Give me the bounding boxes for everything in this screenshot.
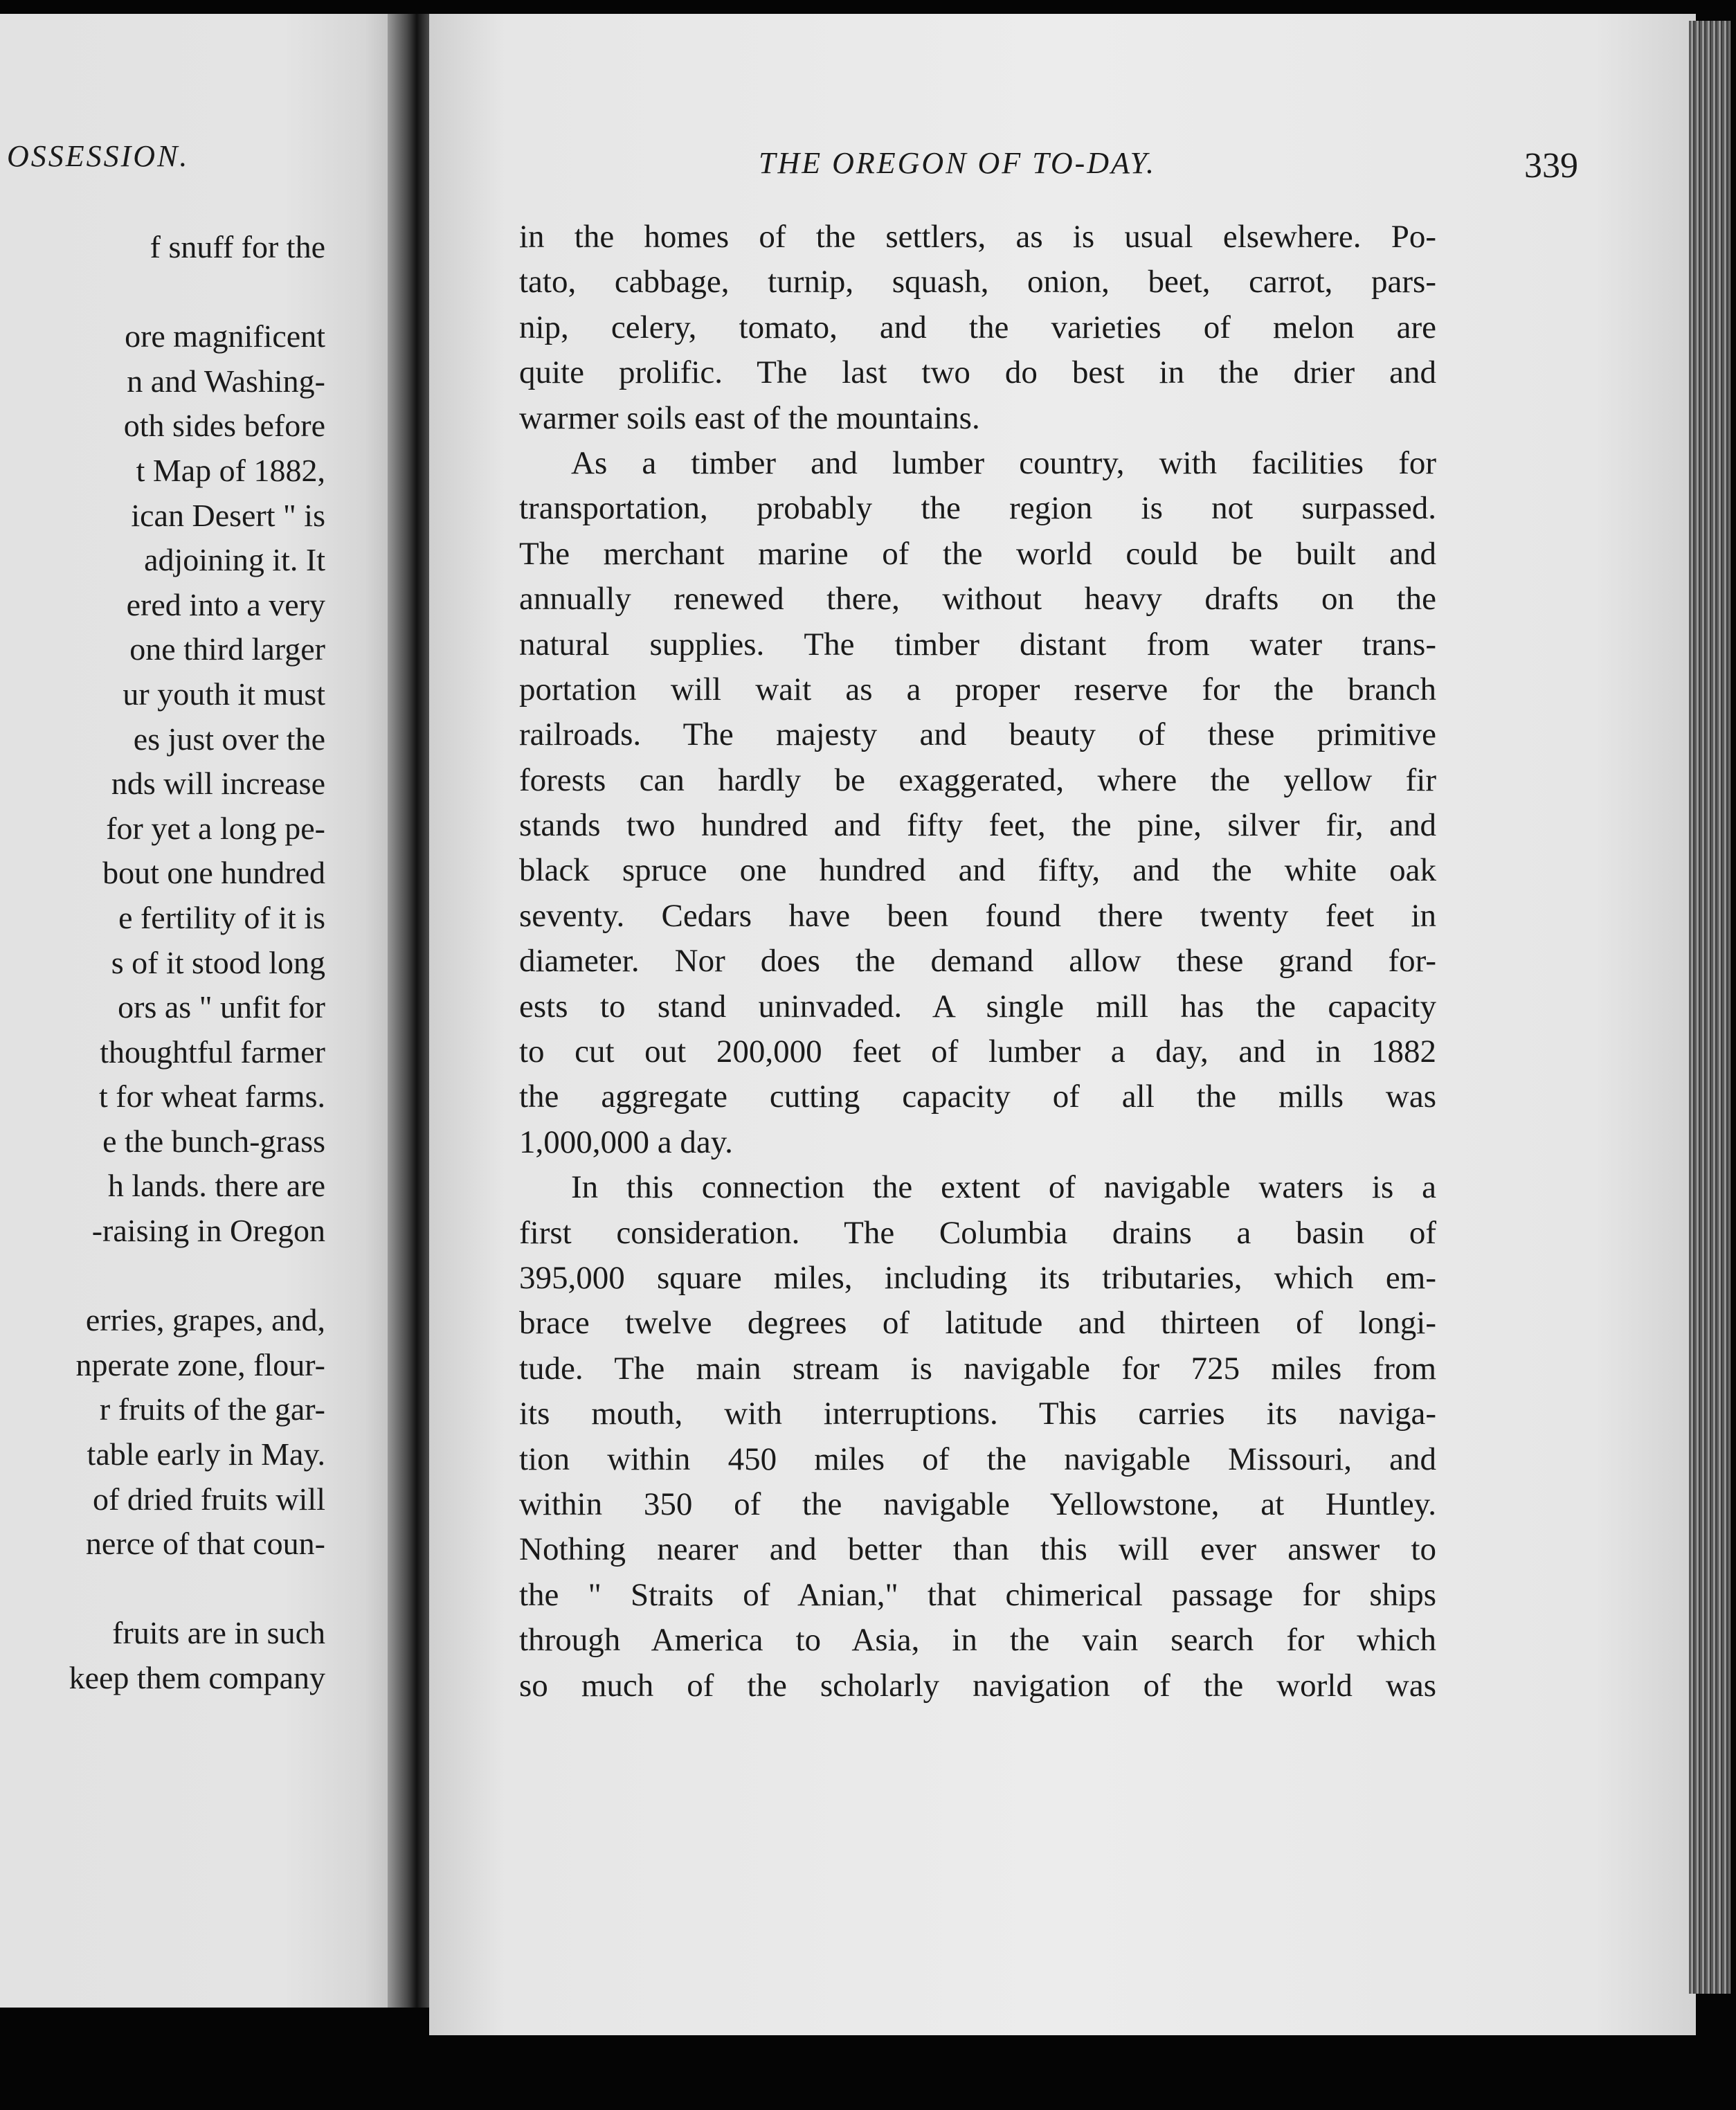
text-line: Nothing nearer and better than this will ever answer to: [519, 1531, 1436, 1568]
left-text-line: t Map of 1882,: [136, 452, 325, 488]
text-line: the " Straits of Anian," that chimerical passage for ships: [519, 1576, 1436, 1613]
text-line: 395,000 square miles, including its tributaries, which em-: [519, 1259, 1436, 1296]
left-text-line: ered into a very: [126, 586, 325, 622]
running-title: THE OREGON OF TO-DAY.: [759, 146, 1156, 180]
text-line: portation will wait as a proper reserve for the branch: [519, 671, 1436, 707]
left-text-line: n and Washing-: [127, 363, 325, 399]
left-text-line: of dried fruits will: [93, 1481, 325, 1517]
left-text-line: s of it stood long: [111, 944, 325, 980]
left-text-line: ur youth it must: [123, 676, 325, 712]
left-text-line: for yet a long pe-: [106, 810, 325, 846]
left-text-line: bout one hundred: [102, 855, 325, 891]
left-text-line: es just over the: [133, 721, 325, 757]
left-text-line: adjoining it. It: [144, 542, 325, 578]
text-line: within 350 of the navigable Yellowstone, at Huntley.: [519, 1486, 1436, 1522]
text-line: The merchant marine of the world could be built and: [519, 535, 1436, 572]
left-text-line: r fruits of the gar-: [99, 1391, 325, 1427]
text-line: brace twelve degrees of latitude and thirteen of longi-: [519, 1305, 1436, 1342]
text-line: tion within 450 miles of the navigable Missouri, and: [519, 1441, 1436, 1477]
text-line: annually renewed there, without heavy drafts on the: [519, 581, 1436, 617]
text-line: its mouth, with interruptions. This carries its naviga-: [519, 1396, 1436, 1432]
left-text-line: [0, 270, 325, 315]
text-line: diameter. Nor does the demand allow these grand for-: [519, 943, 1436, 980]
left-text-line: fruits are in such: [112, 1615, 325, 1651]
text-line: first consideration. The Columbia drains a basin of: [519, 1214, 1436, 1251]
body-text: [519, 215, 1436, 1708]
text-line: warmer soils east of the mountains.: [519, 399, 980, 436]
left-text-line: -raising in Oregon: [91, 1213, 325, 1249]
text-line: transportation, probably the region is not surpassed.: [519, 490, 1436, 527]
left-text-line: erries, grapes, and,: [85, 1302, 325, 1338]
text-line: natural supplies. The timber distant from water trans-: [519, 626, 1436, 662]
text-line: seventy. Cedars have been found there twenty feet in: [519, 897, 1436, 934]
page-number: 339: [1524, 146, 1578, 186]
left-text-line: t for wheat farms.: [99, 1079, 325, 1115]
text-line: to cut out 200,000 feet of lumber a day, and in 1882: [519, 1034, 1436, 1070]
left-text-line: keep them company: [69, 1660, 325, 1695]
left-text-line: oth sides before: [123, 408, 325, 444]
left-text-line: ors as " unfit for: [118, 989, 325, 1025]
left-running-title: OSSESSION.: [7, 139, 190, 173]
text-line: nip, celery, tomato, and the varieties of melon are: [519, 309, 1436, 345]
text-line: quite prolific. The last two do best in the drier and: [519, 354, 1436, 391]
left-text-line: [0, 1254, 325, 1299]
left-text-line: ican Desert " is: [131, 497, 325, 533]
text-line: stands two hundred and fifty feet, the pine, silver fir, and: [519, 807, 1436, 844]
text-line: tude. The main stream is navigable for 725 miles from: [519, 1350, 1436, 1387]
left-text-line: nerce of that coun-: [85, 1526, 325, 1562]
left-text-line: nperate zone, flour-: [75, 1346, 325, 1382]
left-text-line: nds will increase: [111, 766, 325, 802]
text-line: railroads. The majesty and beauty of these primitive: [519, 716, 1436, 753]
left-text-line: e fertility of it is: [118, 899, 325, 935]
left-text-line: thoughtful farmer: [100, 1034, 325, 1070]
left-text-column: [0, 225, 325, 1701]
text-line: so much of the scholarly navigation of the world was: [519, 1667, 1436, 1704]
text-line: forests can hardly be exaggerated, where the yellow fir: [519, 761, 1436, 798]
left-text-line: ore magnificent: [125, 318, 325, 354]
left-text-line: h lands. there are: [107, 1168, 325, 1204]
paragraph-first-line: In this connection the extent of navigable waters is a: [571, 1169, 1436, 1206]
text-line: black spruce one hundred and fifty, and the white oak: [519, 852, 1436, 889]
page-edges: [1689, 21, 1730, 1994]
left-text-line: e the bunch-grass: [102, 1123, 325, 1159]
text-line: tato, cabbage, turnip, squash, onion, beet, carrot, pars-: [519, 264, 1436, 300]
text-line: ests to stand uninvaded. A single mill has the capacity: [519, 988, 1436, 1025]
text-line: in the homes of the settlers, as is usual elsewhere. Po-: [519, 219, 1436, 255]
right-page-header: [759, 145, 1578, 187]
text-line: through America to Asia, in the vain search for which: [519, 1622, 1436, 1659]
left-page: [0, 14, 405, 2008]
left-text-line: table early in May.: [87, 1436, 325, 1472]
left-text-line: one third larger: [129, 631, 325, 667]
text-line: 1,000,000 a day.: [519, 1124, 733, 1160]
right-page: [429, 14, 1696, 2035]
paragraph-first-line: As a timber and lumber country, with facilities for: [571, 444, 1436, 481]
left-text-line: [0, 1567, 325, 1612]
text-line: the aggregate cutting capacity of all the mills was: [519, 1079, 1436, 1115]
left-text-line: f snuff for the: [150, 229, 325, 264]
